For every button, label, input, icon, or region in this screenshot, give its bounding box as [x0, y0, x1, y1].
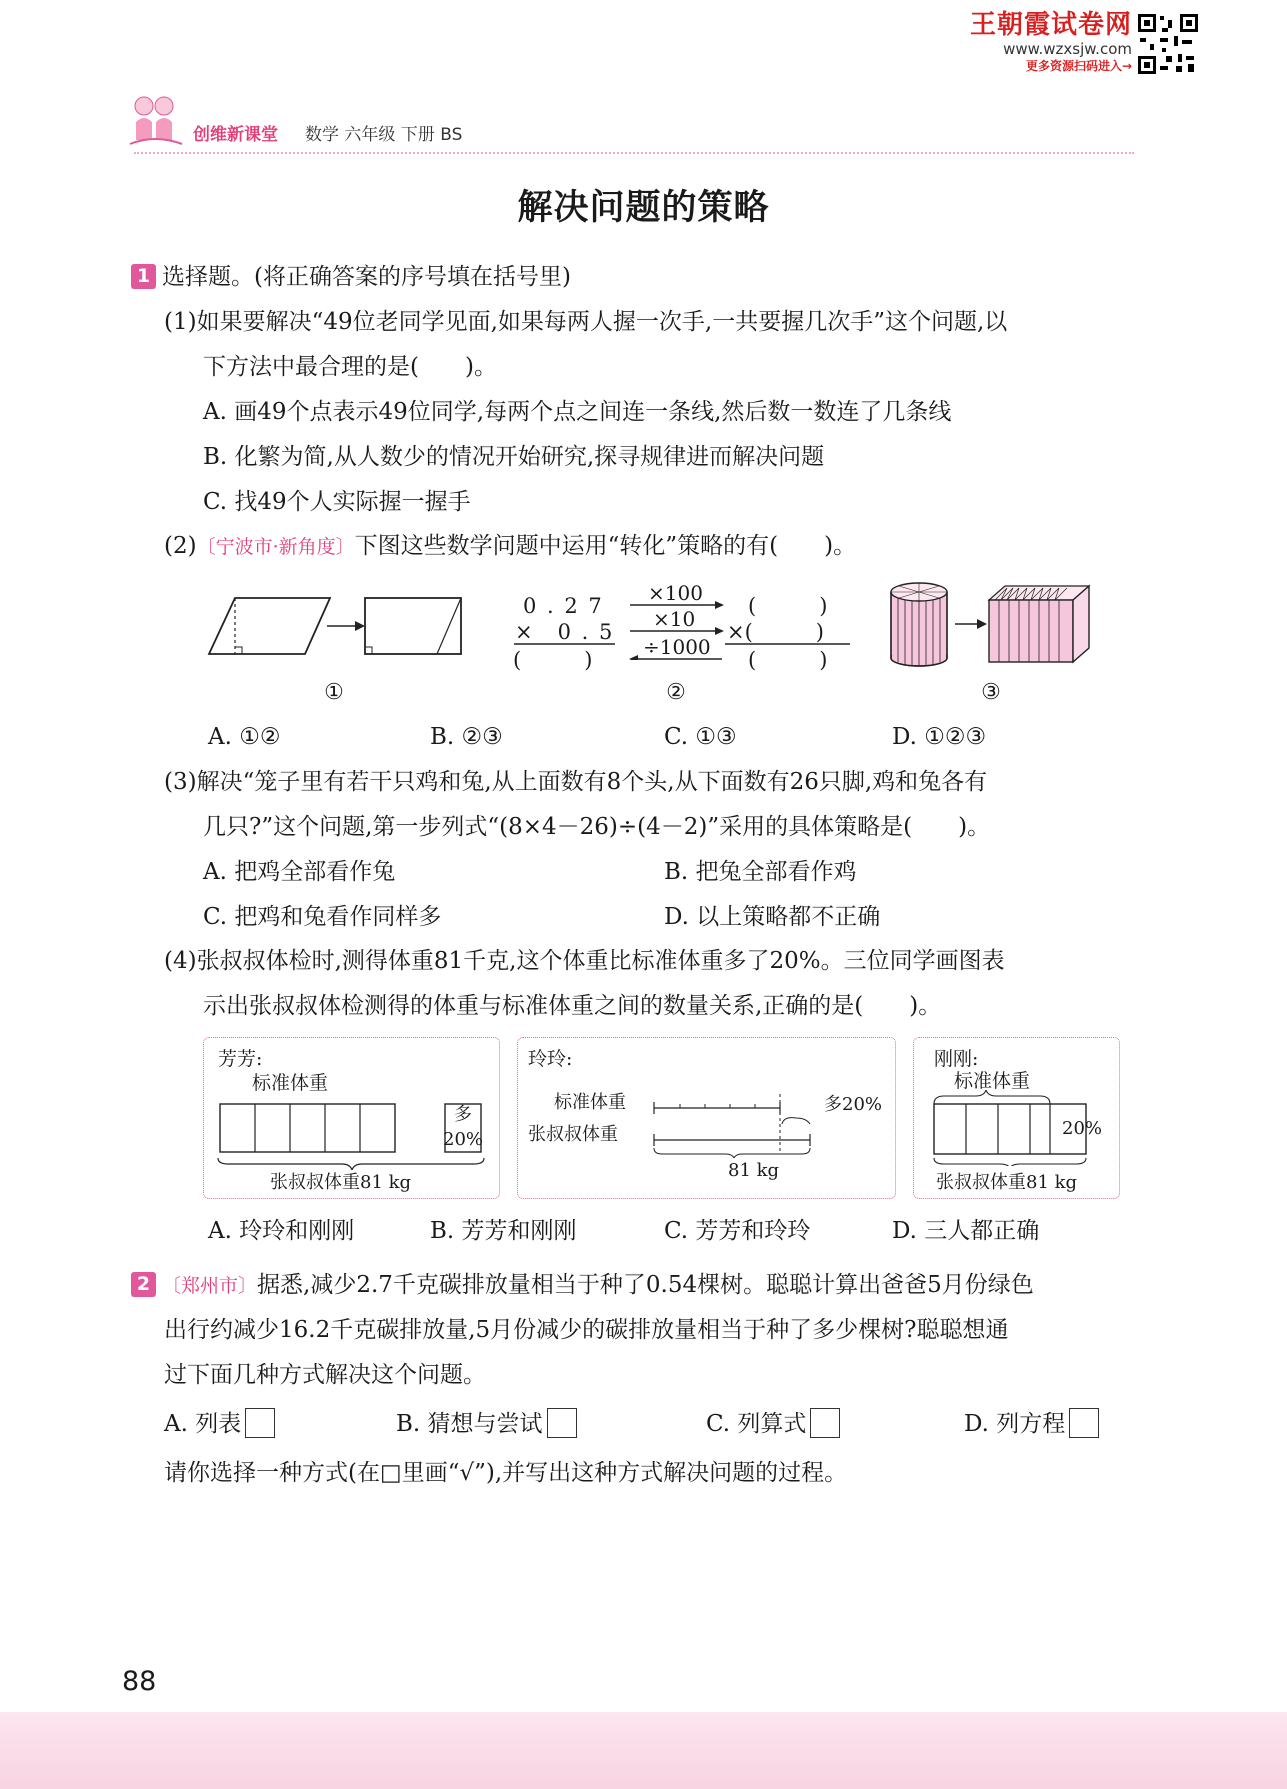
percent-label: 20% [1062, 1118, 1103, 1139]
q1-1-line2: 下方法中最合理的是( )。 [203, 354, 497, 380]
book-info: 数学 六年级 下册 BS [305, 125, 463, 145]
q1-2-prefix: (2) [164, 533, 197, 559]
more-label: 多 [454, 1104, 472, 1125]
q1-3-option-c: C. 把鸡和兔看作同样多 [203, 904, 442, 930]
q1-4-line1: (4)张叔叔体检时,测得体重81千克,这个体重比标准体重多了20%。三位同学画图表 [164, 948, 1005, 974]
question-1-header [131, 262, 571, 292]
q2-option-c-label: C. 列算式 [706, 1411, 807, 1437]
question-number-badge: 1 [131, 264, 156, 289]
figure-label-2: ② [666, 680, 686, 705]
arrow-left-icon [629, 655, 722, 660]
q1-1-option-a: A. 画49个点表示49位同学,每两个点之间连一条线,然后数一数连了几条线 [203, 399, 952, 425]
figure-label-1: ① [324, 680, 344, 705]
more-percent-label: 多20% [824, 1094, 883, 1115]
zhang-weight-label: 张叔叔体重81 kg [270, 1172, 412, 1193]
q2-option-table [164, 1408, 275, 1439]
brand-tip: 更多资源扫码进入→ [1025, 59, 1132, 73]
question-1-prompt: 选择题。(将正确答案的序号填在括号里) [162, 264, 571, 290]
diagram-panel-lingling [517, 1037, 896, 1199]
q2-option-equation [964, 1408, 1099, 1439]
q1-4-option-d: D. 三人都正确 [892, 1218, 1040, 1244]
arrow-icon [327, 621, 365, 631]
q2-option-expression [706, 1408, 840, 1439]
q1-2-line [164, 531, 856, 562]
q1-1-option-b: B. 化繁为简,从人数少的情况开始研究,探寻规律进而解决问题 [203, 444, 825, 470]
q1-3-option-d: D. 以上策略都不正确 [664, 904, 881, 930]
diagram-panel-ganggang [913, 1037, 1120, 1199]
zhang-weight-label: 张叔叔体重 [528, 1124, 618, 1145]
q2-option-d-checkbox[interactable] [1069, 1408, 1099, 1438]
q1-1-option-c: C. 找49个人实际握一握手 [203, 489, 471, 515]
q1-1-line1: (1)如果要解决“49位老同学见面,如果每两人握一次手,一共要握几次手”这个问题,以 [164, 309, 1008, 335]
mascot-icon [124, 88, 186, 150]
cylinder-shape [891, 583, 947, 666]
question-number-badge: 2 [131, 1272, 156, 1297]
q1-4-line2: 示出张叔叔体检测得的体重与标准体重之间的数量关系,正确的是( )。 [203, 993, 942, 1019]
series-name: 创维新课堂 [193, 125, 278, 145]
q2-instruction: 请你选择一种方式(在□里画“√”),并写出这种方式解决问题的过程。 [164, 1460, 848, 1486]
fig2-times-paren: ×( ) [727, 620, 824, 644]
question-2-line1 [131, 1270, 1034, 1301]
standard-weight-label: 标准体重 [554, 1092, 626, 1113]
footer-band [0, 1712, 1287, 1789]
q1-2-tag: 〔宁波市·新角度〕 [196, 536, 355, 558]
page-title: 解决问题的策略 [517, 188, 770, 228]
lingling-line-model [648, 1088, 828, 1158]
brand-name: 王朝霞试卷网 [969, 10, 1132, 40]
q1-4-option-a: A. 玲玲和刚刚 [208, 1218, 355, 1244]
q1-2-option-b: B. ②③ [430, 724, 503, 750]
fig2-op-times100: ×100 [648, 581, 703, 605]
page-number: 88 [122, 1666, 157, 1697]
figure-label-3: ③ [981, 680, 1001, 705]
fig2-paren-row3: ( ) [748, 648, 828, 672]
arrow-right-icon [630, 627, 724, 635]
q2-option-a-checkbox[interactable] [245, 1408, 275, 1438]
cuboid-shape [989, 586, 1089, 662]
fig2-op-times10: ×10 [653, 607, 696, 631]
q2-option-a-label: A. 列表 [164, 1411, 242, 1437]
q2-option-b-label: B. 猜想与尝试 [396, 1411, 543, 1437]
standard-weight-label: 标准体重 [252, 1072, 329, 1094]
q1-3-option-a: A. 把鸡全部看作兔 [203, 859, 396, 885]
fig2-lines-arrows [510, 600, 860, 660]
arrow-right-icon [630, 601, 724, 609]
rectangle-shape [365, 598, 461, 654]
standard-weight-label: 标准体重 [954, 1070, 1031, 1092]
qr-code-icon[interactable] [1136, 12, 1200, 76]
q2-option-c-checkbox[interactable] [810, 1408, 840, 1438]
q2-text-line3: 过下面几种方式解决这个问题。 [164, 1362, 486, 1388]
q1-4-option-b: B. 芳芳和刚刚 [430, 1218, 577, 1244]
parallelogram-shape [209, 598, 330, 654]
fig2-op-div1000: ÷1000 [643, 635, 711, 659]
q1-4-option-c: C. 芳芳和玲玲 [664, 1218, 811, 1244]
brand-logo [962, 10, 1132, 74]
fig2-top-number: 0 . 2 7 [523, 594, 604, 618]
q2-option-b-checkbox[interactable] [547, 1408, 577, 1438]
q1-3-line1: (3)解决“笼子里有若干只鸡和兔,从上面数有8个头,从下面数有26只脚,鸡和兔各有 [164, 769, 988, 795]
panel-name: 玲玲: [528, 1048, 573, 1070]
q2-tag: 〔郑州市〕 [162, 1275, 258, 1297]
figure-parallelogram-to-rectangle [205, 590, 475, 662]
q2-text-line2: 出行约减少16.2千克碳排放量,5月份减少的碳排放量相当于种了多少棵树?聪聪想通 [164, 1317, 1009, 1343]
q1-2-option-d: D. ①②③ [892, 724, 987, 750]
q1-2-text: 下图这些数学问题中运用“转化”策略的有( )。 [354, 533, 857, 559]
diagram-panel-fangfang [203, 1037, 500, 1199]
arrow-icon [955, 619, 987, 629]
brand-url: www.wzxsjw.com [1003, 40, 1132, 58]
q2-option-guess [396, 1408, 577, 1439]
panel-name: 刚刚: [934, 1048, 979, 1070]
q1-2-option-a: A. ①② [208, 724, 281, 750]
q1-3-option-b: B. 把兔全部看作鸡 [664, 859, 857, 885]
fig2-multiplier: × 0 . 5 [515, 620, 615, 644]
fig2-result-paren: ( ) [513, 648, 593, 672]
panel-name: 芳芳: [218, 1048, 263, 1070]
header-divider [134, 152, 1134, 154]
figure-cylinder-to-cuboid [885, 580, 1095, 672]
q2-text-line1: 据悉,减少2.7千克碳排放量相当于种了0.54棵树。聪聪计算出爸爸5月份绿色 [257, 1272, 1034, 1298]
q1-2-option-c: C. ①③ [664, 724, 737, 750]
percent-label: 20% [443, 1129, 484, 1150]
kg-label: 81 kg [728, 1160, 780, 1181]
fig2-paren-row1: ( ) [748, 594, 828, 618]
q1-3-line2: 几只?”这个问题,第一步列式“(8×4－26)÷(4－2)”采用的具体策略是( )。 [203, 814, 991, 840]
q2-option-d-label: D. 列方程 [964, 1411, 1066, 1437]
zhang-weight-label: 张叔叔体重81 kg [936, 1172, 1078, 1193]
